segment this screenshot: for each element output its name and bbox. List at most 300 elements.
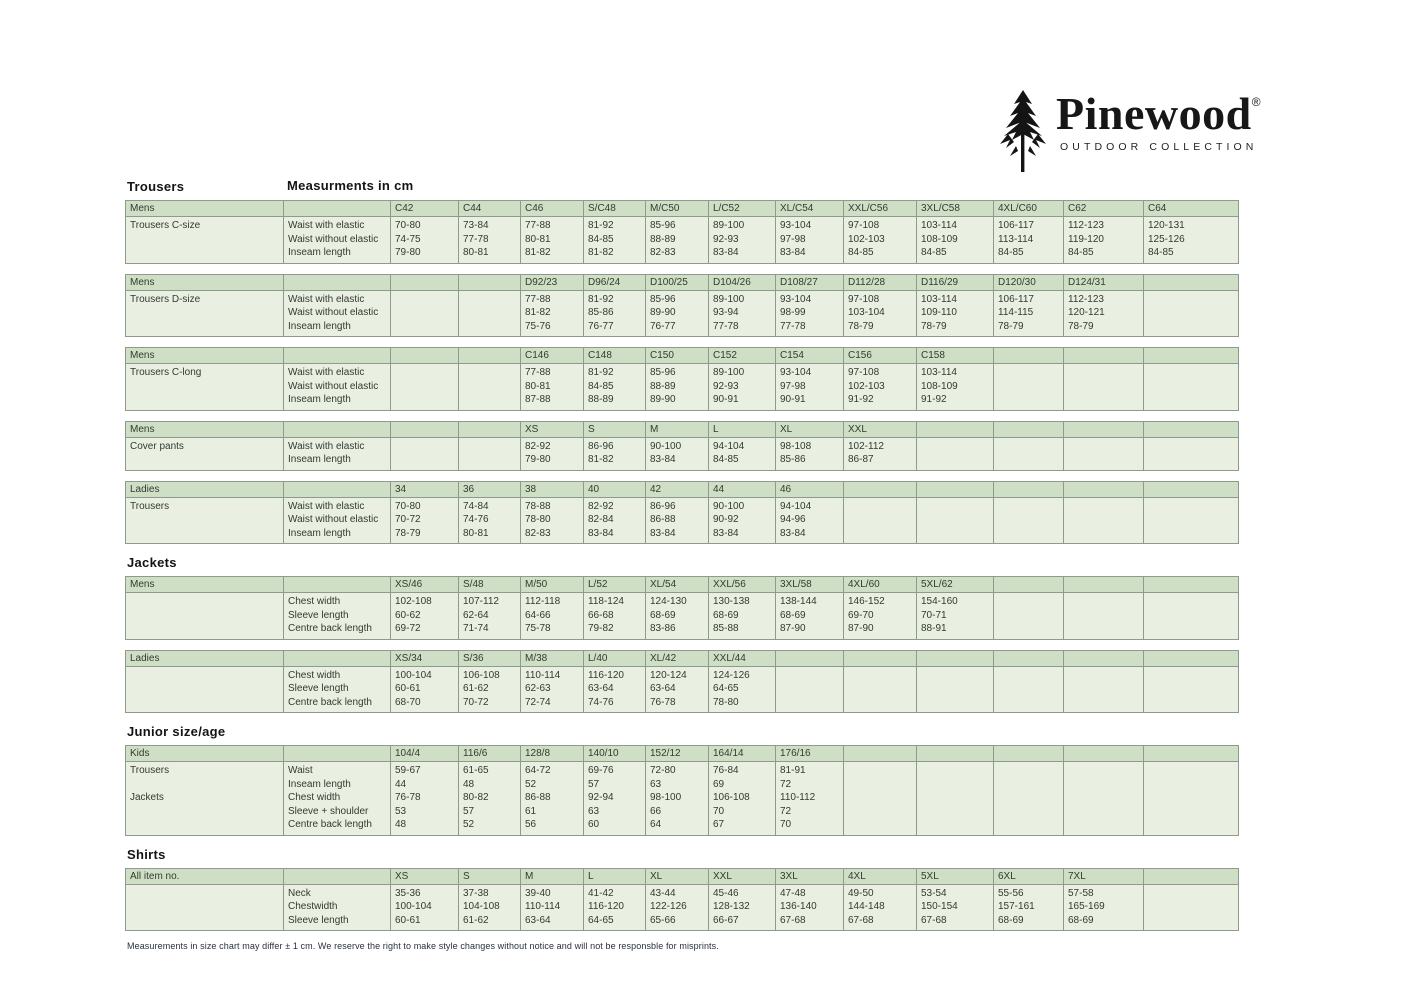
values-col-c150 [646, 364, 709, 411]
values-col-empty-line [1148, 320, 1234, 334]
values-col-m-line: 90-100 [650, 440, 682, 452]
measurement-labels-line: Waist with elastic [288, 367, 365, 378]
values-col-xxl-c56-line: 97-108 [848, 220, 880, 231]
values-col-empty-line [395, 306, 454, 320]
values-col-l-40 [584, 666, 646, 713]
values-col-4xl-line: 144-148 [848, 901, 885, 912]
values-col-empty-line [998, 778, 1059, 792]
size-col-header-empty [459, 274, 521, 290]
size-col-header-xs: XS [521, 421, 584, 437]
values-col-xl-54-line: 68-69 [650, 609, 676, 621]
values-col-d104-26-line: 93-94 [713, 307, 739, 318]
values-col-empty [1144, 364, 1239, 411]
measurement-labels-line: Neck [288, 887, 311, 899]
values-col-4xl-60-line: 87-90 [848, 623, 874, 634]
values-col-empty-line [1148, 669, 1234, 683]
values-col-c146-line: 77-88 [525, 367, 551, 378]
measurement-labels [284, 290, 391, 337]
values-col-s-36-line: 70-72 [463, 696, 489, 708]
size-col-header-140-10: 140/10 [584, 746, 646, 762]
header-spacer-cell [284, 481, 391, 497]
values-col-40-line: 82-84 [588, 514, 614, 525]
values-col-c62-line: 112-123 [1068, 220, 1104, 231]
section-heading-row [127, 846, 1238, 861]
row-group-labels-line [130, 380, 279, 394]
group-label-mens: Mens [126, 421, 284, 437]
values-col-empty-line [1148, 900, 1234, 914]
measurement-labels-line: Centre back length [288, 623, 372, 634]
values-col-c44-line: 73-84 [463, 220, 489, 231]
values-col-128-8-line: 64-72 [525, 765, 551, 776]
values-col-empty [994, 762, 1064, 836]
size-col-header-xs: XS [391, 868, 459, 884]
values-col-empty [1064, 666, 1144, 713]
values-col-empty-line [395, 366, 454, 380]
values-col-m-c50-line: 88-89 [650, 233, 676, 245]
size-col-header-7xl: 7XL [1064, 868, 1144, 884]
values-col-d108-27-line: 77-78 [780, 320, 806, 332]
values-col-m-38 [521, 666, 584, 713]
values-col-5xl-62 [917, 593, 994, 640]
measurement-labels-line: Chestwidth [288, 901, 338, 912]
values-col-d96-24-line: 85-86 [588, 307, 614, 318]
values-col-xl-54-line: 124-130 [650, 596, 687, 607]
values-col-d92-23-line: 75-76 [525, 320, 551, 332]
size-col-header-4xl-c60: 4XL/C60 [994, 201, 1064, 217]
size-col-header-xs-46: XS/46 [391, 577, 459, 593]
values-col-4xl-line: 49-50 [848, 887, 874, 899]
size-col-header-empty [391, 421, 459, 437]
measurement-labels [284, 364, 391, 411]
values-col-5xl-62-line: 154-160 [921, 596, 958, 607]
values-col-5xl-62-line: 70-71 [921, 609, 947, 621]
values-col-empty-line [1068, 609, 1139, 623]
values-col-152-12-line: 64 [650, 819, 662, 830]
size-col-header-empty [1064, 421, 1144, 437]
values-col-empty [459, 364, 521, 411]
values-col-empty [1144, 884, 1239, 931]
size-col-header-3xl-c58: 3XL/C58 [917, 201, 994, 217]
values-col-xl-line: 85-86 [780, 454, 806, 465]
size-col-header-l: L [709, 421, 776, 437]
values-col-l-line: 94-104 [713, 440, 745, 452]
values-col-empty [1064, 437, 1144, 470]
values-col-140-10-line: 57 [588, 778, 600, 790]
values-col-empty-line [1148, 500, 1234, 514]
values-col-c44-line: 77-78 [463, 233, 489, 245]
values-col-s-c48-line: 81-92 [588, 220, 614, 231]
values-col-empty-line [921, 696, 989, 710]
values-col-empty [917, 437, 994, 470]
values-col-164-14-line: 106-108 [713, 792, 750, 803]
values-col-c42-line: 79-80 [395, 247, 421, 258]
values-col-empty-line [1148, 306, 1234, 320]
values-col-l-52 [584, 593, 646, 640]
values-col-empty-line [395, 293, 454, 307]
values-col-empty-line [463, 320, 516, 334]
values-col-4xl-c60-line: 106-117 [998, 220, 1034, 231]
values-col-xl-line: 43-44 [650, 887, 676, 899]
values-col-d104-26-line: 77-78 [713, 320, 739, 332]
size-col-header-d112-28: D112/28 [844, 274, 917, 290]
measurement-labels-line: Sleeve + shoulder [288, 805, 369, 817]
values-col-empty [1144, 437, 1239, 470]
measurement-labels-line: Waist without elastic [288, 514, 379, 525]
values-col-42-line: 83-84 [650, 527, 676, 539]
values-col-xs-34-line: 100-104 [395, 669, 432, 681]
values-col-44-line: 83-84 [713, 527, 739, 539]
values-col-empty-line [1148, 393, 1234, 407]
values-col-c146 [521, 364, 584, 411]
values-col-104-4-line: 76-78 [395, 792, 421, 803]
values-col-empty [844, 762, 917, 836]
row-group-labels-line [130, 306, 279, 320]
values-col-xl-line: 98-108 [780, 440, 812, 452]
values-col-d100-25-line: 85-96 [650, 293, 676, 305]
measurement-labels [284, 437, 391, 470]
size-col-header-empty [1144, 421, 1239, 437]
values-col-164-14-line: 70 [713, 805, 725, 817]
values-col-empty-line [848, 791, 912, 805]
values-col-empty-line [395, 393, 454, 407]
values-col-empty [994, 364, 1064, 411]
values-col-empty-line [463, 380, 516, 394]
values-col-7xl-line: 165-169 [1068, 901, 1105, 912]
values-col-empty-line [1068, 513, 1139, 527]
values-col-c150-line: 89-90 [650, 394, 676, 405]
values-col-d116-29-line: 103-114 [921, 293, 957, 305]
values-col-empty-line [1068, 622, 1139, 636]
row-group-labels [126, 437, 284, 470]
values-col-34-line: 78-79 [395, 527, 421, 539]
values-col-3xl [776, 884, 844, 931]
values-col-xxl [709, 884, 776, 931]
values-col-empty-line [1148, 764, 1234, 778]
size-col-header-empty [917, 421, 994, 437]
values-col-m-50-line: 112-118 [525, 596, 561, 607]
values-col-xxl-44-line: 64-65 [713, 683, 739, 694]
values-col-3xl-line: 136-140 [780, 901, 817, 912]
values-col-empty-line [998, 696, 1059, 710]
values-col-empty-line [1148, 622, 1234, 636]
size-table-jackets-mens-main [125, 576, 1239, 640]
disclaimer-footnote: Measurements in size chart may differ ± 1 cm. We reserve the right to make style changes without notice and will not be responsble for misprints. [127, 941, 719, 951]
measurement-labels-line: Sleeve length [288, 609, 349, 621]
size-col-header-s-c48: S/C48 [584, 201, 646, 217]
values-col-152-12-line: 63 [650, 778, 662, 790]
values-col-128-8 [521, 762, 584, 836]
values-col-6xl-line: 55-56 [998, 887, 1024, 899]
size-table-shirts-all-item-no-main [125, 868, 1239, 932]
brand-name: Pinewood [1056, 88, 1252, 139]
group-label-kids: Kids [126, 746, 284, 762]
values-col-empty-line [1068, 669, 1139, 683]
values-col-c64-line: 125-126 [1148, 233, 1185, 245]
measurement-labels-line: Centre back length [288, 819, 372, 830]
values-col-empty-line [780, 669, 839, 683]
size-col-header-xs-34: XS/34 [391, 650, 459, 666]
values-col-d120-30-line: 78-79 [998, 320, 1024, 332]
header-spacer-cell [284, 274, 391, 290]
size-col-header-empty [1144, 868, 1239, 884]
size-col-header-empty [1144, 348, 1239, 364]
values-col-164-14-line: 76-84 [713, 765, 739, 776]
values-col-c150-line: 88-89 [650, 380, 676, 392]
values-col-xs-46-line: 102-108 [395, 596, 432, 607]
values-col-l-c52-line: 89-100 [713, 220, 745, 231]
values-col-empty-line [395, 453, 454, 467]
measurement-labels-line: Waist without elastic [288, 307, 379, 318]
values-col-34-line: 70-72 [395, 514, 421, 525]
values-col-empty-line [998, 393, 1059, 407]
values-col-l-40-line: 74-76 [588, 696, 614, 708]
values-col-empty-line [998, 818, 1059, 832]
values-col-5xl-line: 150-154 [921, 901, 958, 912]
values-col-empty-line [921, 669, 989, 683]
size-col-header-empty [994, 746, 1064, 762]
values-col-3xl-58-line: 68-69 [780, 609, 806, 621]
measurement-labels-line: Inseam length [288, 320, 351, 332]
values-col-d120-30-line: 114-115 [998, 307, 1034, 318]
section-title-shirts: Shirts [127, 846, 166, 862]
values-col-empty-line [921, 682, 989, 696]
values-col-s-line: 104-108 [463, 901, 500, 912]
size-col-header-xl: XL [646, 868, 709, 884]
values-col-l-c52-line: 92-93 [713, 233, 739, 245]
row-group-labels-line [130, 696, 279, 710]
values-col-5xl-line: 67-68 [921, 914, 947, 926]
values-col-104-4-line: 59-67 [395, 765, 421, 776]
values-col-xl-c54-line: 97-98 [780, 233, 806, 245]
size-col-header-176-16: 176/16 [776, 746, 844, 762]
values-col-c156 [844, 364, 917, 411]
values-col-empty-line [463, 453, 516, 467]
values-col-c62-line: 119-120 [1068, 233, 1104, 245]
values-col-empty-line [1068, 453, 1139, 467]
group-label-mens: Mens [126, 201, 284, 217]
values-col-c64-line: 84-85 [1148, 247, 1174, 258]
size-col-header-d100-25: D100/25 [646, 274, 709, 290]
values-col-empty-line [1068, 805, 1139, 819]
size-table-trousers-mens-trousers-d-size [125, 274, 1239, 338]
values-col-l-c52-line: 83-84 [713, 247, 739, 258]
row-group-labels [126, 666, 284, 713]
row-group-labels [126, 762, 284, 836]
values-col-empty [1064, 762, 1144, 836]
values-col-c156-line: 97-108 [848, 367, 880, 378]
values-col-c158-line: 91-92 [921, 394, 947, 405]
values-col-xs-line: 60-61 [395, 914, 421, 926]
values-col-c148-line: 81-92 [588, 367, 614, 378]
values-col-empty-line [1148, 366, 1234, 380]
values-col-empty-line [463, 366, 516, 380]
section-title-jackets: Jackets [127, 555, 177, 570]
values-col-128-8-line: 86-88 [525, 792, 551, 803]
values-col-d112-28-line: 78-79 [848, 320, 874, 332]
measurement-labels-line: Chest width [288, 669, 341, 681]
values-col-c62-line: 84-85 [1068, 247, 1094, 258]
size-col-header-empty [917, 650, 994, 666]
values-col-empty-line [1068, 818, 1139, 832]
values-col-empty-line [1148, 595, 1234, 609]
values-col-l-52-line: 79-82 [588, 623, 614, 634]
values-col-empty-line [998, 791, 1059, 805]
values-col-4xl-line: 67-68 [848, 914, 874, 926]
values-col-s [584, 437, 646, 470]
values-col-c44-line: 80-81 [463, 247, 489, 258]
group-label-all-item-no: All item no. [126, 868, 284, 884]
values-col-d92-23-line: 81-82 [525, 307, 551, 318]
size-col-header-m-38: M/38 [521, 650, 584, 666]
values-col-c152-line: 90-91 [713, 394, 739, 405]
header-spacer-cell [284, 201, 391, 217]
measurement-labels-line: Chest width [288, 792, 341, 803]
values-col-3xl-c58-line: 103-114 [921, 220, 957, 231]
size-col-header-d108-27: D108/27 [776, 274, 844, 290]
size-col-header-xxl: XXL [709, 868, 776, 884]
values-col-d100-25-line: 89-90 [650, 307, 676, 318]
values-col-d96-24-line: 81-92 [588, 293, 614, 305]
values-col-xl-c54 [776, 217, 844, 264]
values-col-xs-34 [391, 666, 459, 713]
size-col-header-xl-42: XL/42 [646, 650, 709, 666]
values-col-empty [844, 497, 917, 544]
values-col-empty [917, 666, 994, 713]
row-group-labels [126, 497, 284, 544]
values-col-116-6-line: 52 [463, 819, 475, 830]
size-col-header-xl-54: XL/54 [646, 577, 709, 593]
values-col-empty-line [395, 380, 454, 394]
values-col-empty-line [1148, 293, 1234, 307]
values-col-empty-line [848, 805, 912, 819]
values-col-d116-29 [917, 290, 994, 337]
values-col-c62 [1064, 217, 1144, 264]
row-group-labels-line [130, 622, 279, 636]
values-col-xl-line: 65-66 [650, 914, 676, 926]
row-group-labels-line: Cover pants [130, 440, 184, 452]
size-col-header-empty [844, 481, 917, 497]
size-col-header-empty [844, 746, 917, 762]
values-col-3xl-58-line: 87-90 [780, 623, 806, 634]
values-col-xxl-c56-line: 102-103 [848, 233, 885, 245]
size-col-header-38: 38 [521, 481, 584, 497]
values-col-l-52-line: 118-124 [588, 596, 624, 607]
values-col-s-line: 86-96 [588, 440, 614, 452]
values-col-empty-line [848, 696, 912, 710]
values-col-40-line: 83-84 [588, 527, 614, 539]
values-col-empty [994, 497, 1064, 544]
values-col-xs-34-line: 60-61 [395, 683, 421, 694]
row-group-labels-line [130, 818, 279, 832]
values-col-empty-line [1148, 696, 1234, 710]
values-col-l-52-line: 66-68 [588, 609, 614, 621]
row-group-labels-line: Trousers C-long [130, 367, 202, 378]
values-col-m-line: 63-64 [525, 914, 551, 926]
values-col-xs [391, 884, 459, 931]
values-col-36-line: 80-81 [463, 527, 489, 539]
values-col-s-c48 [584, 217, 646, 264]
measurement-labels [284, 666, 391, 713]
values-col-c146-line: 87-88 [525, 394, 551, 405]
values-col-38-line: 78-80 [525, 514, 551, 525]
size-col-header-s-48: S/48 [459, 577, 521, 593]
values-col-42-line: 86-88 [650, 514, 676, 525]
measurement-labels-line: Sleeve length [288, 683, 349, 694]
values-col-4xl-60-line: 69-70 [848, 609, 874, 621]
row-group-labels-line [130, 513, 279, 527]
size-col-header-empty [1064, 577, 1144, 593]
values-col-c42-line: 74-75 [395, 233, 421, 245]
size-chart [125, 176, 1238, 951]
values-col-44 [709, 497, 776, 544]
values-col-128-8-line: 61 [525, 805, 537, 817]
values-col-empty-line [1068, 366, 1139, 380]
row-group-labels-line [130, 887, 279, 901]
values-col-m [646, 437, 709, 470]
values-col-xs [521, 437, 584, 470]
row-group-labels-line [130, 914, 279, 928]
section-title-junior-size-age: Junior size/age [127, 724, 226, 739]
row-group-labels-line [130, 900, 279, 914]
section-shirts [125, 846, 1238, 932]
values-col-empty-line [1068, 682, 1139, 696]
values-col-116-6-line: 48 [463, 778, 475, 790]
measurement-labels-line: Inseam length [288, 454, 351, 465]
size-col-header-164-14: 164/14 [709, 746, 776, 762]
header-spacer-cell [284, 577, 391, 593]
values-col-176-16-line: 70 [780, 819, 792, 830]
size-col-header-40: 40 [584, 481, 646, 497]
values-col-34 [391, 497, 459, 544]
size-col-header-c156: C156 [844, 348, 917, 364]
values-col-empty-line [921, 440, 989, 454]
values-col-empty-line [1148, 380, 1234, 394]
values-col-l [584, 884, 646, 931]
values-col-empty-line [998, 595, 1059, 609]
values-col-c158-line: 108-109 [921, 380, 958, 392]
values-col-4xl-c60 [994, 217, 1064, 264]
section-jackets [125, 554, 1238, 713]
measurement-labels [284, 497, 391, 544]
values-col-empty [844, 666, 917, 713]
values-col-l-line: 84-85 [713, 454, 739, 465]
values-col-xs-line: 100-104 [395, 901, 432, 912]
values-col-d108-27-line: 98-99 [780, 307, 806, 318]
values-col-c44 [459, 217, 521, 264]
values-col-l-line: 64-65 [588, 914, 614, 926]
values-col-128-8-line: 56 [525, 819, 537, 830]
values-col-empty [391, 290, 459, 337]
values-col-empty-line [1068, 500, 1139, 514]
size-col-header-empty [994, 577, 1064, 593]
values-col-164-14-line: 69 [713, 778, 725, 790]
values-col-d124-31-line: 120-121 [1068, 307, 1105, 318]
values-col-empty [1144, 497, 1239, 544]
values-col-44-line: 90-92 [713, 514, 739, 525]
row-group-labels [126, 217, 284, 264]
values-col-3xl-c58 [917, 217, 994, 264]
row-group-labels-line: Trousers D-size [130, 293, 201, 305]
values-col-104-4 [391, 762, 459, 836]
values-col-empty [1064, 593, 1144, 640]
values-col-38 [521, 497, 584, 544]
size-col-header-empty [994, 348, 1064, 364]
values-col-c158 [917, 364, 994, 411]
values-col-empty-line [463, 306, 516, 320]
values-col-d104-26-line: 89-100 [713, 293, 745, 305]
values-col-c46-line: 80-81 [525, 233, 551, 245]
values-col-xl [646, 884, 709, 931]
